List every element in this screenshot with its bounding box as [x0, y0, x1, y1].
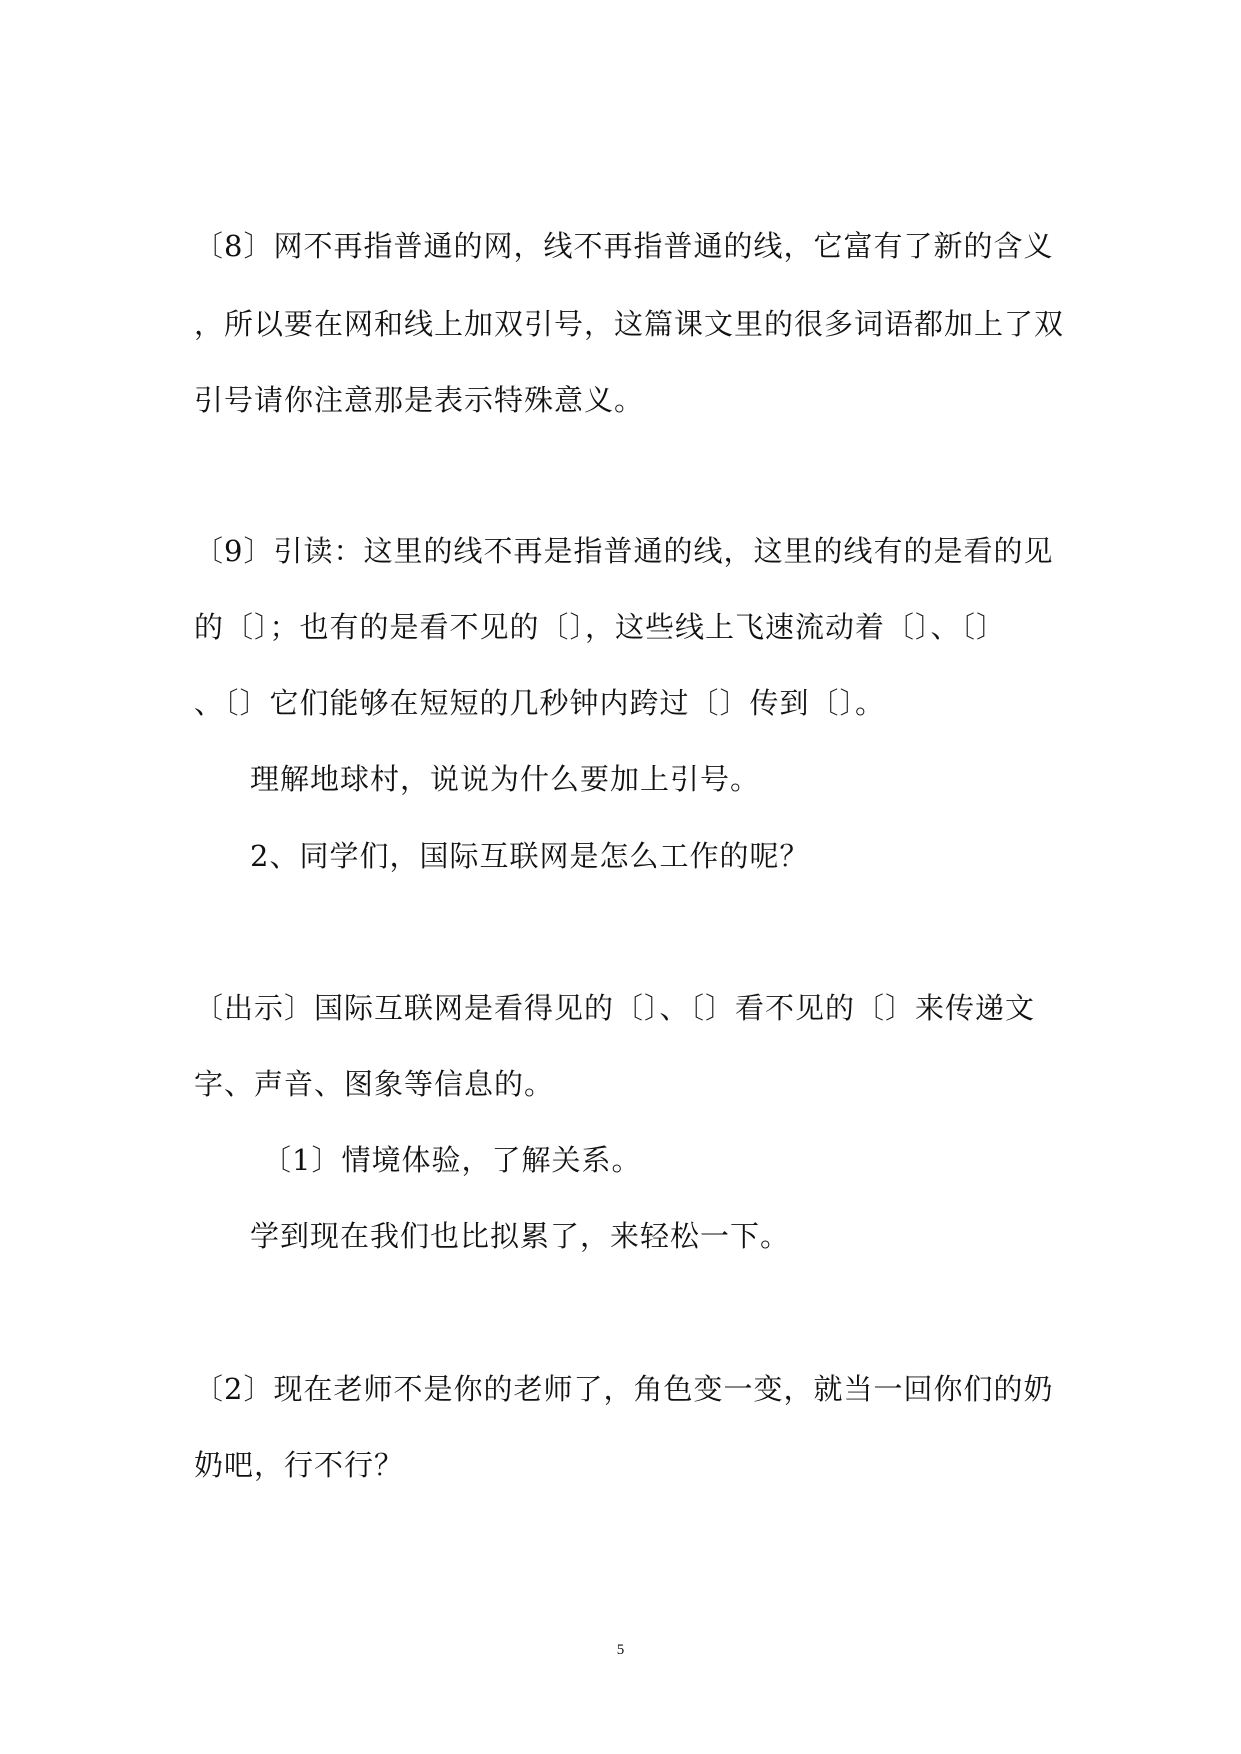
relax-line: 学到现在我们也比拟累了，来轻松一下。: [250, 1219, 791, 1253]
role-change-line-2: 奶吧，行不行？: [194, 1448, 405, 1482]
paragraph-8-line-1: 〔8〕网不再指普通的网，线不再指普通的线，它富有了新的含义: [194, 229, 1054, 263]
paragraph-9-line-3: 、〔〕它们能够在短短的几秒钟内跨过〔〕传到〔〕。: [194, 686, 886, 720]
display-line-1: 〔出示〕国际互联网是看得见的〔〕、〔〕看不见的〔〕来传递文: [194, 991, 1036, 1025]
page-number: 5: [616, 1642, 625, 1658]
display-line-2: 字、声音、图象等信息的。: [194, 1067, 555, 1101]
paragraph-9-line-2: 的〔〕；也有的是看不见的〔〕，这些线上飞速流动着〔〕、〔〕: [194, 610, 1007, 644]
paragraph-9-line-1: 〔9〕引读：这里的线不再是指普通的线，这里的线有的是看的见: [194, 534, 1054, 568]
paragraph-8-line-3: 引号请你注意那是表示特殊意义。: [194, 383, 645, 417]
situation-experience: 〔1〕情境体验，了解关系。: [262, 1143, 642, 1177]
role-change-line-1: 〔2〕现在老师不是你的老师了，角色变一变，就当一回你们的奶: [194, 1372, 1054, 1406]
paragraph-8-line-2: ，所以要在网和线上加双引号，这篇课文里的很多词语都加上了双: [194, 307, 1065, 341]
understand-earth-village: 理解地球村，说说为什么要加上引号。: [250, 762, 761, 796]
question-2: 2、同学们，国际互联网是怎么工作的呢？: [250, 839, 810, 873]
